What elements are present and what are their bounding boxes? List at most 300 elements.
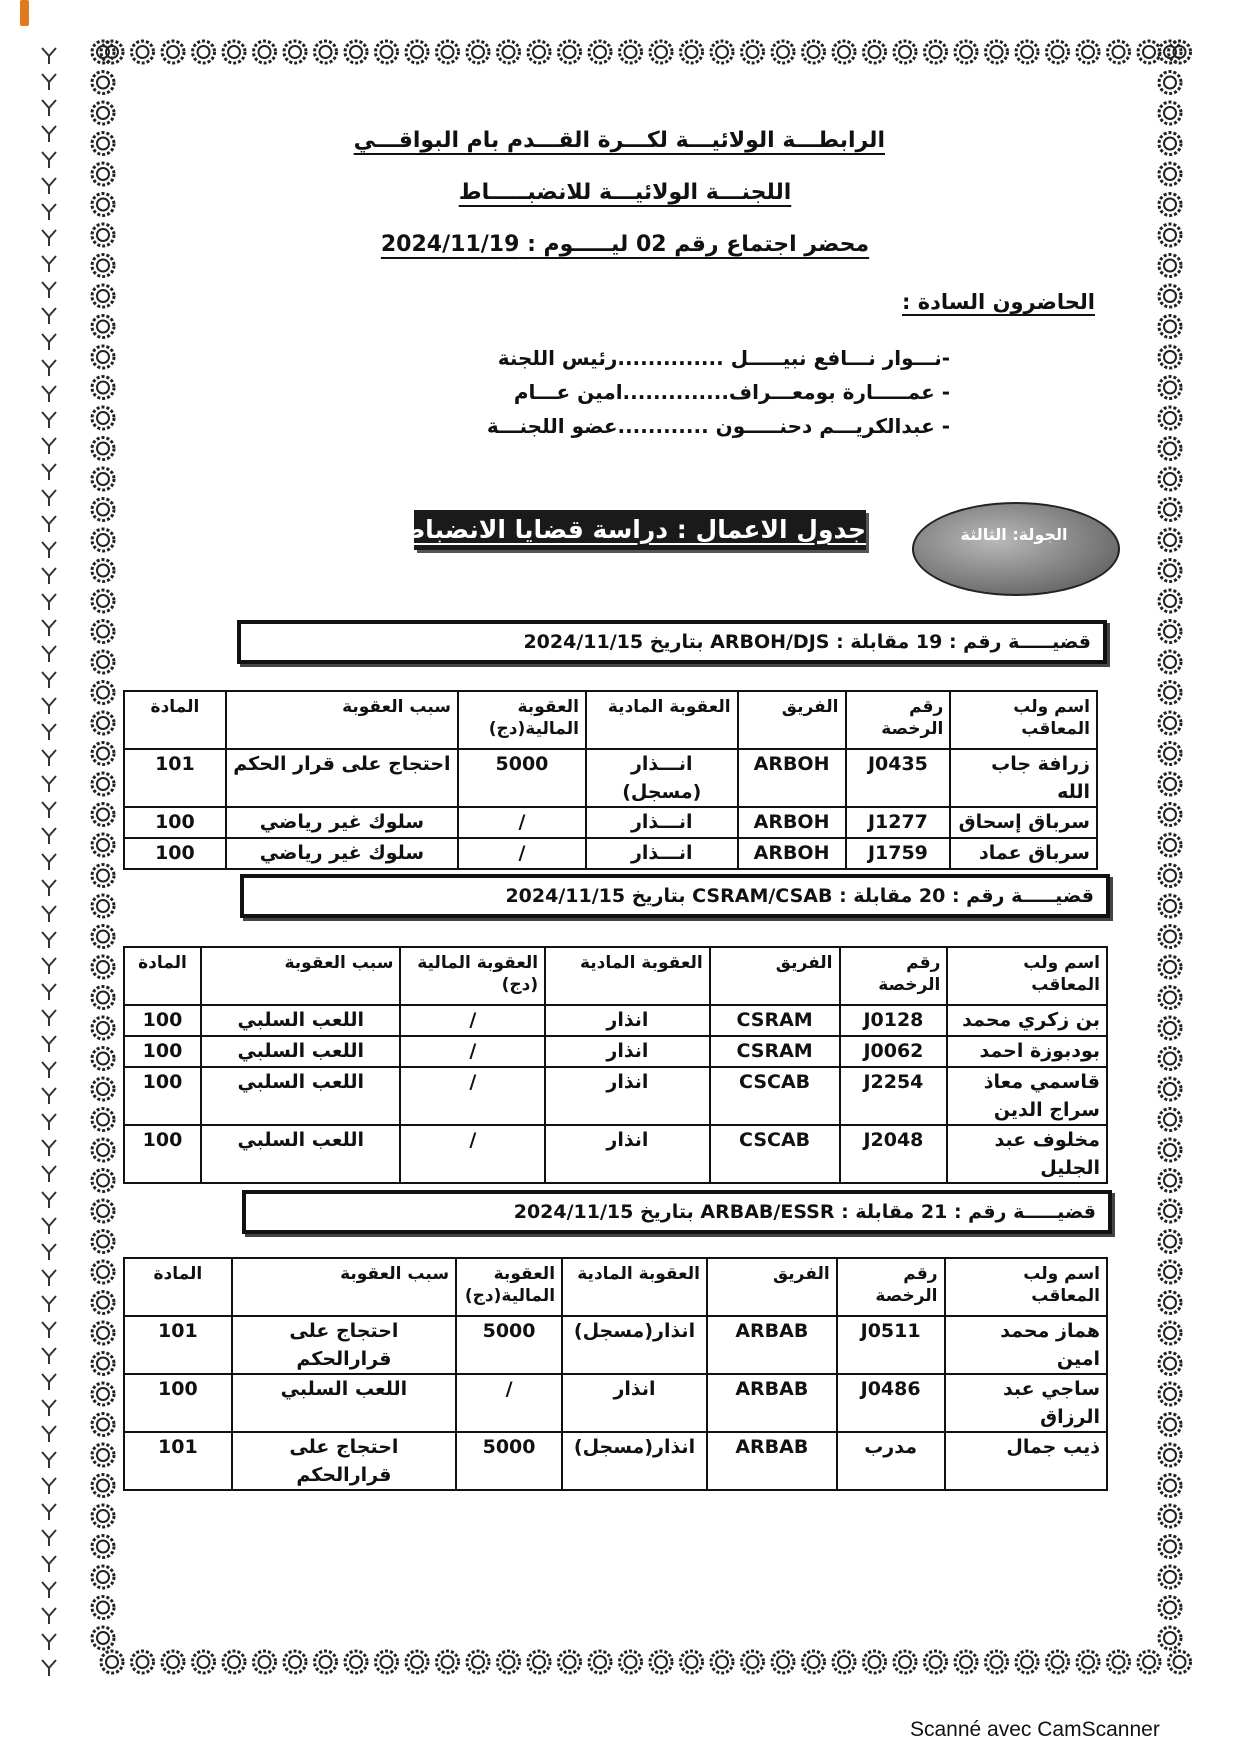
rope-ornament-mark [42, 1062, 56, 1078]
article: 101 [124, 1432, 232, 1490]
reason: اللعب السلبي [201, 1067, 400, 1125]
case-21-title: قضيـــــة رقم : 21 مقابلة : ARBAB/ESSR بتاريخ 2024/11/15 [242, 1190, 1112, 1234]
gear-ornament-icon [1159, 1261, 1181, 1283]
gear-ornament-icon [92, 529, 114, 551]
gear-ornament-icon [1159, 529, 1181, 551]
gear-ornament-icon [1138, 41, 1160, 63]
gear-ornament-icon [92, 1170, 114, 1192]
gear-ornament-icon [92, 72, 114, 94]
gear-ornament-icon [711, 41, 733, 63]
gear-ornament-icon [1159, 316, 1181, 338]
col-article-header: المادة [124, 691, 226, 749]
fine: / [458, 838, 586, 869]
article: 101 [124, 749, 226, 807]
penalty: انـــذار [586, 838, 738, 869]
gear-ornament-icon [1159, 1109, 1181, 1131]
gear-ornament-icon [864, 41, 886, 63]
col-license-header: رقم الرخصة [840, 947, 948, 1005]
attendee-line: - عبدالكريـــم دحنـــــون ............عضو اللجنـــة [486, 414, 950, 438]
rope-ornament-mark [42, 490, 56, 506]
reason: احتجاج على قرار الحكم [226, 749, 458, 807]
fine: / [456, 1374, 562, 1432]
gear-ornament-icon [92, 712, 114, 734]
player-name: ذيب جمال [945, 1432, 1108, 1490]
gear-ornament-icon [894, 1651, 916, 1673]
gear-ornament-icon [92, 163, 114, 185]
rope-ornament-mark [42, 802, 56, 818]
gear-ornament-icon [92, 316, 114, 338]
gear-ornament-icon [1159, 773, 1181, 795]
gear-ornament-icon [986, 1651, 1008, 1673]
table-row [124, 1036, 1107, 1067]
gear-ornament-icon [92, 499, 114, 521]
gear-ornament-icon [1159, 865, 1181, 887]
gear-ornament-icon [437, 41, 459, 63]
gear-ornament-icon [620, 1651, 642, 1673]
fine: 5000 [456, 1432, 562, 1490]
player-name: هماز محمد امين [945, 1316, 1108, 1374]
rope-ornament-mark [42, 152, 56, 168]
rope-ornament-mark [42, 594, 56, 610]
gear-ornament-icon [955, 41, 977, 63]
rope-ornament-mark [42, 360, 56, 376]
team: CSCAB [710, 1125, 840, 1183]
gear-ornament-icon [92, 682, 114, 704]
gear-ornament-icon [803, 41, 825, 63]
col-penalty-header: العقوبة المادية [562, 1258, 707, 1316]
gear-ornament-icon [1169, 41, 1191, 63]
fine: 5000 [458, 749, 586, 807]
scanner-watermark: Scanné avec CamScanner [910, 1718, 1160, 1741]
gear-ornament-icon [742, 1651, 764, 1673]
gear-ornament-icon [1169, 1651, 1191, 1673]
reason: سلوك غير رياضي [226, 838, 458, 869]
gear-ornament-icon [132, 41, 154, 63]
case-20-table [123, 946, 1108, 1184]
gear-ornament-icon [528, 41, 550, 63]
article: 100 [124, 1374, 232, 1432]
team: ARBOH [738, 838, 846, 869]
gear-ornament-icon [1047, 1651, 1069, 1673]
reason: اللعب السلبي [201, 1125, 400, 1183]
gear-ornament-icon [1159, 102, 1181, 124]
rope-ornament-mark [42, 1426, 56, 1442]
rope-ornament-mark [42, 828, 56, 844]
gear-ornament-icon [1159, 834, 1181, 856]
col-reason-header: سبب العقوبة [232, 1258, 456, 1316]
rope-ornament-mark [42, 1010, 56, 1026]
gear-ornament-icon [92, 1322, 114, 1344]
gear-ornament-icon [92, 1566, 114, 1588]
gear-ornament-icon [92, 1200, 114, 1222]
gear-ornament-icon [92, 438, 114, 460]
gear-ornament-icon [376, 41, 398, 63]
meeting-heading: محضر اجتماع رقم 02 ليـــــوم : 2024/11/19 [380, 232, 870, 257]
table-row [124, 1125, 1107, 1183]
gear-ornament-icon [894, 41, 916, 63]
gear-ornament-icon [345, 41, 367, 63]
team: CSCAB [710, 1067, 840, 1125]
rope-ornament-mark [42, 1582, 56, 1598]
penalty: انذار [545, 1005, 710, 1036]
gear-ornament-icon [1047, 41, 1069, 63]
gear-ornament-icon [589, 1651, 611, 1673]
rope-ornament-mark [42, 1140, 56, 1156]
gear-ornament-icon [92, 1292, 114, 1314]
article: 100 [124, 807, 226, 838]
attendee-line: -نـــوار نـــافع نبيـــــل ..............رئيس اللجنة [497, 346, 950, 370]
rope-ornament-mark [42, 308, 56, 324]
gear-ornament-icon [1159, 926, 1181, 948]
col-name-header: اسم ولب المعاقب [950, 691, 1097, 749]
table-row [124, 1005, 1107, 1036]
table-header-row [124, 1258, 1107, 1316]
team: ARBOH [738, 807, 846, 838]
gear-ornament-icon [92, 285, 114, 307]
license-number: J0511 [837, 1316, 945, 1374]
license-number: J0435 [846, 749, 951, 807]
gear-ornament-icon [92, 1261, 114, 1283]
player-name: مخلوف عبد الجليل [947, 1125, 1107, 1183]
gear-ornament-icon [1159, 682, 1181, 704]
gear-ornament-icon [92, 621, 114, 643]
gear-ornament-icon [833, 41, 855, 63]
rope-ornament-mark [42, 880, 56, 896]
rope-ornament-mark [42, 1608, 56, 1624]
gear-ornament-icon [92, 194, 114, 216]
rope-ornament-mark [42, 1452, 56, 1468]
gear-ornament-icon [92, 1048, 114, 1070]
col-reason-header: سبب العقوبة [226, 691, 458, 749]
col-name-header: اسم ولب المعاقب [947, 947, 1107, 1005]
gear-ornament-icon [315, 41, 337, 63]
license-number: J2254 [840, 1067, 948, 1125]
gear-ornament-icon [864, 1651, 886, 1673]
gear-ornament-icon [650, 1651, 672, 1673]
gear-ornament-icon [284, 41, 306, 63]
col-article-header: المادة [124, 947, 201, 1005]
col-team-header: الفريق [707, 1258, 837, 1316]
penalty: انذار [545, 1067, 710, 1125]
gear-ornament-icon [92, 1536, 114, 1558]
team: CSRAM [710, 1036, 840, 1067]
gear-ornament-icon [101, 1651, 123, 1673]
article: 100 [124, 1125, 201, 1183]
fine: / [458, 807, 586, 838]
license-number: مدرب [837, 1432, 945, 1490]
gear-ornament-icon [1159, 1322, 1181, 1344]
gear-ornament-icon [467, 41, 489, 63]
gear-ornament-icon [132, 1651, 154, 1673]
table-row [124, 749, 1097, 807]
gear-ornament-icon [1159, 255, 1181, 277]
rope-ornament-mark [42, 620, 56, 636]
gear-ornament-icon [1159, 41, 1181, 63]
gear-ornament-icon [376, 1651, 398, 1673]
gear-ornament-icon [92, 1231, 114, 1253]
gear-ornament-icon [467, 1651, 489, 1673]
gear-ornament-icon [92, 1505, 114, 1527]
gear-ornament-icon [92, 41, 114, 63]
gear-ornament-icon [1159, 1536, 1181, 1558]
gear-ornament-icon [92, 651, 114, 673]
gear-ornament-icon [1159, 560, 1181, 582]
gear-ornament-icon [1159, 1017, 1181, 1039]
table-row [124, 838, 1097, 869]
rope-ornament-mark [42, 1244, 56, 1260]
reason: احتجاج على قرارالحكم [232, 1316, 456, 1374]
gear-ornament-icon [1159, 1627, 1181, 1649]
rope-ornament-mark [42, 1374, 56, 1390]
decorative-rope-border [38, 40, 60, 1680]
rope-ornament-mark [42, 1504, 56, 1520]
gear-ornament-icon [1159, 743, 1181, 765]
rope-ornament-mark [42, 516, 56, 532]
gear-ornament-icon [92, 1139, 114, 1161]
rope-ornament-mark [42, 204, 56, 220]
gear-ornament-icon [345, 1651, 367, 1673]
rope-ornament-mark [42, 412, 56, 428]
rope-ornament-mark [42, 906, 56, 922]
league-heading: الرابطـــة الولائيـــة لكـــرة القـــدم بام البواقـــي [353, 128, 885, 153]
col-fine-header: العقوبة المالية (دج) [400, 947, 545, 1005]
gear-ornament-icon [162, 1651, 184, 1673]
reason: احتجاج على قرارالحكم [232, 1432, 456, 1490]
case-21-table [123, 1257, 1108, 1491]
gear-ornament-icon [1159, 194, 1181, 216]
table-header-row [124, 691, 1097, 749]
gear-ornament-icon [1159, 621, 1181, 643]
gear-ornament-icon [406, 1651, 428, 1673]
article: 100 [124, 1005, 201, 1036]
gear-ornament-icon [92, 987, 114, 1009]
gear-ornament-icon [742, 41, 764, 63]
gear-ornament-icon [1159, 499, 1181, 521]
gear-ornament-icon [315, 1651, 337, 1673]
gear-ornament-icon [681, 41, 703, 63]
gear-ornament-icon [1159, 590, 1181, 612]
license-number: J0062 [840, 1036, 948, 1067]
rope-ornament-mark [42, 724, 56, 740]
penalty: انذار [545, 1036, 710, 1067]
gear-ornament-icon [92, 895, 114, 917]
gear-ornament-icon [711, 1651, 733, 1673]
gear-ornament-icon [1108, 41, 1130, 63]
gear-ornament-icon [162, 41, 184, 63]
table-row [124, 1432, 1107, 1490]
gear-ornament-icon [92, 255, 114, 277]
gear-ornament-icon [650, 41, 672, 63]
gear-ornament-icon [92, 926, 114, 948]
round-label: الجولة: الثالثة [960, 525, 1068, 544]
gear-ornament-icon [1159, 1444, 1181, 1466]
rope-ornament-mark [42, 984, 56, 1000]
gear-ornament-icon [92, 834, 114, 856]
gear-ornament-icon [92, 1414, 114, 1436]
gear-ornament-icon [92, 224, 114, 246]
rope-ornament-mark [42, 256, 56, 272]
rope-ornament-mark [42, 1296, 56, 1312]
team: ARBAB [707, 1432, 837, 1490]
gear-ornament-icon [1159, 346, 1181, 368]
gear-ornament-icon [223, 41, 245, 63]
gear-ornament-icon [1159, 377, 1181, 399]
rope-ornament-mark [42, 1322, 56, 1338]
gear-ornament-icon [92, 1109, 114, 1131]
penalty: انـــذار [586, 807, 738, 838]
table-header-row [124, 947, 1107, 1005]
rope-ornament-mark [42, 464, 56, 480]
rope-ornament-mark [42, 1270, 56, 1286]
rope-ornament-mark [42, 100, 56, 116]
rope-ornament-mark [42, 646, 56, 662]
gear-ornament-icon [925, 1651, 947, 1673]
license-number: J0128 [840, 1005, 948, 1036]
rope-ornament-mark [42, 1036, 56, 1052]
gear-ornament-icon [92, 468, 114, 490]
gear-ornament-icon [92, 590, 114, 612]
gear-ornament-icon [681, 1651, 703, 1673]
gear-ornament-icon [1077, 41, 1099, 63]
player-name: سرباق عماد [950, 838, 1097, 869]
gear-ornament-icon [1159, 1200, 1181, 1222]
article: 101 [124, 1316, 232, 1374]
gear-ornament-icon [1138, 1651, 1160, 1673]
committee-heading: اللجنـــة الولائيـــة للانضبـــــاط [458, 180, 792, 205]
col-penalty-header: العقوبة المادية [545, 947, 710, 1005]
table-row [124, 807, 1097, 838]
gear-ornament-icon [193, 41, 215, 63]
gear-ornament-icon [254, 1651, 276, 1673]
fine: / [400, 1125, 545, 1183]
gear-ornament-icon [193, 1651, 215, 1673]
gear-ornament-icon [92, 133, 114, 155]
rope-ornament-mark [42, 48, 56, 64]
rope-ornament-mark [42, 932, 56, 948]
gear-ornament-icon [833, 1651, 855, 1673]
rope-ornament-mark [42, 854, 56, 870]
gear-ornament-icon [772, 41, 794, 63]
fine: / [400, 1067, 545, 1125]
gear-ornament-icon [1159, 1505, 1181, 1527]
col-article-header: المادة [124, 1258, 232, 1316]
gear-ornament-icon [284, 1651, 306, 1673]
rope-ornament-mark [42, 1478, 56, 1494]
col-license-header: رقم الرخصة [846, 691, 951, 749]
gear-ornament-icon [1077, 1651, 1099, 1673]
corner-scan-mark [20, 0, 29, 26]
gear-ornament-icon [1159, 1139, 1181, 1161]
penalty: انـــذار (مسجل) [586, 749, 738, 807]
gear-ornament-icon [1108, 1651, 1130, 1673]
gear-ornament-icon [1159, 895, 1181, 917]
rope-ornament-mark [42, 1556, 56, 1572]
gear-ornament-icon [1159, 285, 1181, 307]
gear-ornament-icon [101, 41, 123, 63]
player-name: بن زكري محمد [947, 1005, 1107, 1036]
gear-ornament-icon [1159, 1475, 1181, 1497]
rope-ornament-mark [42, 282, 56, 298]
gear-ornament-icon [437, 1651, 459, 1673]
table-row [124, 1067, 1107, 1125]
team: ARBAB [707, 1374, 837, 1432]
penalty: انذار(مسجل) [562, 1316, 707, 1374]
player-name: زرافة جاب الله [950, 749, 1097, 807]
gear-ornament-icon [559, 41, 581, 63]
gear-ornament-icon [1159, 224, 1181, 246]
gear-ornament-icon [223, 1651, 245, 1673]
gear-ornament-icon [1159, 956, 1181, 978]
attendee-line: - عمـــــارة بومعـــراف..............امين عـــام [513, 380, 950, 404]
rope-ornament-mark [42, 1634, 56, 1650]
gear-ornament-icon [92, 804, 114, 826]
player-name: ساجي عبد الرزاق [945, 1374, 1108, 1432]
rope-ornament-mark [42, 1530, 56, 1546]
gear-ornament-icon [1159, 1231, 1181, 1253]
rope-ornament-mark [42, 1166, 56, 1182]
gear-ornament-icon [92, 1017, 114, 1039]
case-19-title: قضيـــــة رقم : 19 مقابلة : ARBOH/DJS بتاريخ 2024/11/15 [237, 620, 1107, 664]
rope-ornament-mark [42, 776, 56, 792]
fine: / [400, 1036, 545, 1067]
gear-ornament-icon [92, 1444, 114, 1466]
rope-ornament-mark [42, 74, 56, 90]
rope-ornament-mark [42, 568, 56, 584]
gear-ornament-icon [1159, 1170, 1181, 1192]
team: ARBOH [738, 749, 846, 807]
gear-ornament-icon [1159, 712, 1181, 734]
gear-ornament-icon [1159, 1566, 1181, 1588]
gear-ornament-icon [528, 1651, 550, 1673]
rope-ornament-mark [42, 1088, 56, 1104]
player-name: قاسمي معاذ سراج الدين [947, 1067, 1107, 1125]
case-20-title: قضيـــــة رقم : 20 مقابلة : CSRAM/CSAB بتاريخ 2024/11/15 [240, 874, 1110, 918]
gear-ornament-icon [925, 41, 947, 63]
col-team-header: الفريق [710, 947, 840, 1005]
player-name: بودبوزة احمد [947, 1036, 1107, 1067]
gear-ornament-icon [1159, 438, 1181, 460]
gear-ornament-icon [92, 1078, 114, 1100]
gear-ornament-icon [772, 1651, 794, 1673]
gear-ornament-icon [589, 41, 611, 63]
table-row [124, 1374, 1107, 1432]
rope-ornament-mark [42, 1348, 56, 1364]
gear-ornament-icon [1159, 1414, 1181, 1436]
gear-ornament-icon [92, 743, 114, 765]
gear-ornament-icon [1159, 987, 1181, 1009]
col-reason-header: سبب العقوبة [201, 947, 400, 1005]
case-19-table [123, 690, 1098, 870]
gear-ornament-icon [1159, 1383, 1181, 1405]
reason: اللعب السلبي [201, 1036, 400, 1067]
gear-ornament-icon [92, 407, 114, 429]
gear-ornament-icon [92, 865, 114, 887]
reason: سلوك غير رياضي [226, 807, 458, 838]
rope-ornament-mark [42, 672, 56, 688]
gear-ornament-icon [1016, 41, 1038, 63]
gear-ornament-icon [92, 102, 114, 124]
gear-ornament-icon [1159, 468, 1181, 490]
gear-ornament-icon [92, 1627, 114, 1649]
gear-ornament-icon [1159, 1597, 1181, 1619]
rope-ornament-mark [42, 126, 56, 142]
rope-ornament-mark [42, 1400, 56, 1416]
rope-ornament-mark [42, 178, 56, 194]
gear-ornament-icon [498, 1651, 520, 1673]
rope-ornament-mark [42, 1114, 56, 1130]
gear-ornament-icon [1159, 163, 1181, 185]
fine: 5000 [456, 1316, 562, 1374]
